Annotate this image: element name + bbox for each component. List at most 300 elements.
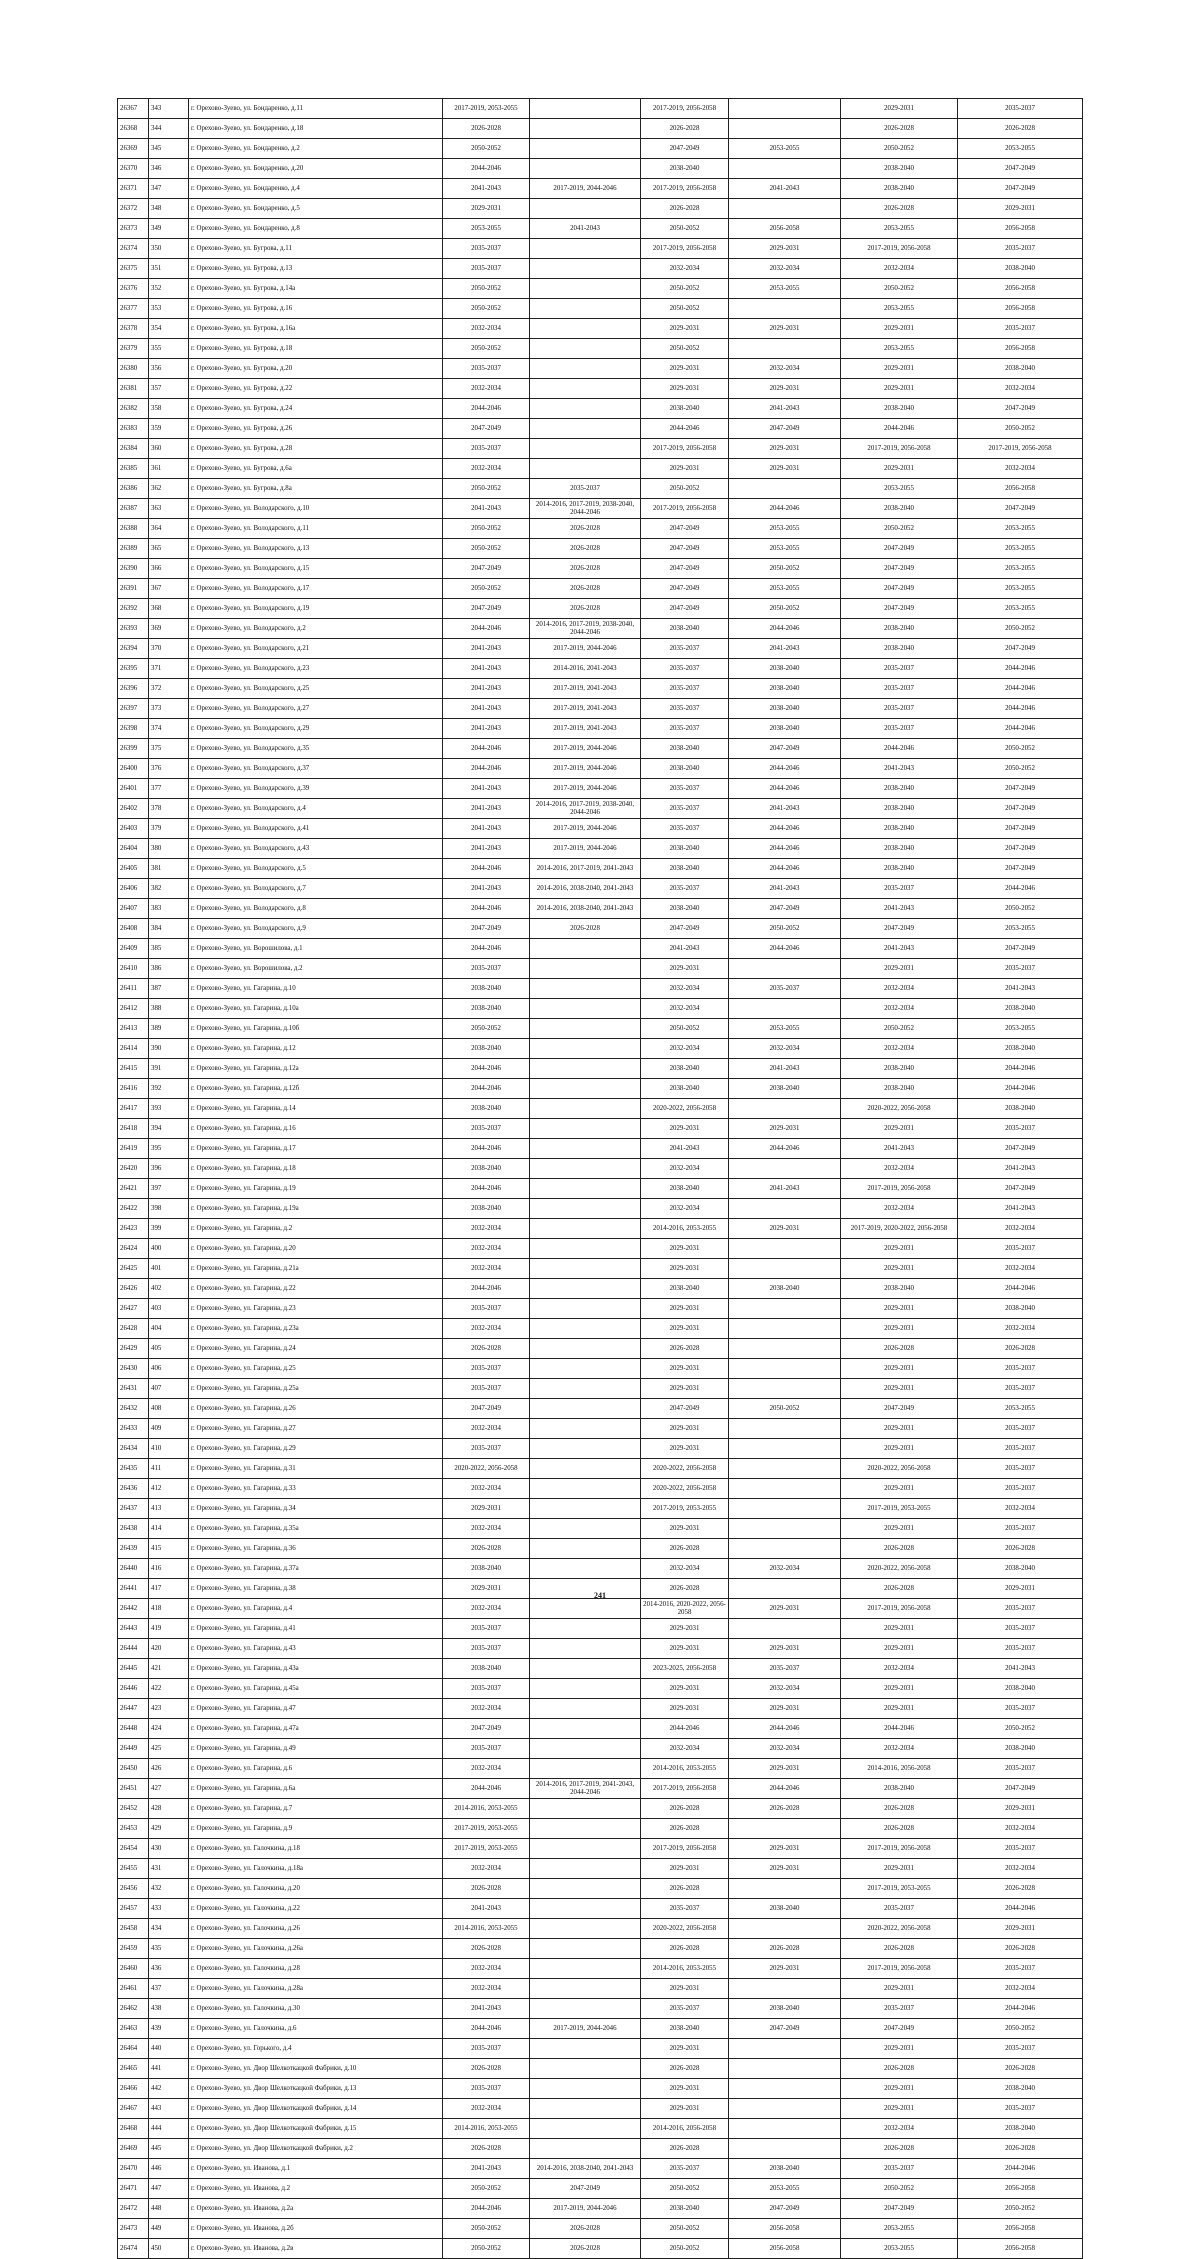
- period-cell-5: 2029-2031: [841, 2079, 958, 2099]
- row-id-cell: 26468: [118, 2119, 149, 2139]
- table-row: [118, 799, 1083, 819]
- period-cell-2: [530, 1019, 641, 1039]
- period-cell-3: 2017-2019, 2056-2058: [641, 1779, 729, 1799]
- period-cell-4: 2032-2034: [729, 359, 841, 379]
- address-cell: г. Орехово-Зуево, ул. Бугрова, д.28: [189, 439, 443, 459]
- period-cell-5: 2029-2031: [841, 2099, 958, 2119]
- period-cell-1: 2050-2052: [443, 279, 530, 299]
- period-cell-1: 2044-2046: [443, 619, 530, 639]
- period-cell-1: 2047-2049: [443, 919, 530, 939]
- period-cell-6: 2056-2058: [958, 2179, 1083, 2199]
- period-cell-5: 2038-2040: [841, 159, 958, 179]
- row-id-cell: 26386: [118, 479, 149, 499]
- period-cell-6: 2035-2037: [958, 959, 1083, 979]
- period-cell-1: 2032-2034: [443, 1479, 530, 1499]
- table-row: [118, 2059, 1083, 2079]
- address-cell: г. Орехово-Зуево, ул. Галочкина, д.26а: [189, 1939, 443, 1959]
- period-cell-5: 2038-2040: [841, 779, 958, 799]
- period-cell-2: [530, 1319, 641, 1339]
- period-cell-6: 2047-2049: [958, 1779, 1083, 1799]
- address-cell: г. Орехово-Зуево, ул. Иванова, д.1: [189, 2159, 443, 2179]
- period-cell-5: 2032-2034: [841, 1159, 958, 1179]
- row-number-cell: 433: [149, 1899, 189, 1919]
- period-cell-5: 2041-2043: [841, 939, 958, 959]
- period-cell-3: 2026-2028: [641, 1799, 729, 1819]
- period-cell-2: [530, 319, 641, 339]
- period-cell-2: [530, 1599, 641, 1619]
- period-cell-5: 2041-2043: [841, 899, 958, 919]
- period-cell-6: 2056-2058: [958, 479, 1083, 499]
- row-id-cell: 26407: [118, 899, 149, 919]
- period-cell-3: 2035-2037: [641, 779, 729, 799]
- row-number-cell: 403: [149, 1299, 189, 1319]
- table-row: [118, 1979, 1083, 1999]
- period-cell-5: 2032-2034: [841, 1659, 958, 1679]
- table-row: [118, 1279, 1083, 1299]
- period-cell-1: 2044-2046: [443, 1139, 530, 1159]
- row-id-cell: 26373: [118, 219, 149, 239]
- row-id-cell: 26379: [118, 339, 149, 359]
- period-cell-4: 2032-2034: [729, 1039, 841, 1059]
- period-cell-6: 2017-2019, 2056-2058: [958, 439, 1083, 459]
- table-row: [118, 1739, 1083, 1759]
- period-cell-1: 2047-2049: [443, 1719, 530, 1739]
- document-sheet: [117, 98, 1082, 2259]
- row-id-cell: 26429: [118, 1339, 149, 1359]
- period-cell-4: 2056-2058: [729, 2219, 841, 2239]
- period-cell-5: 2017-2019, 2056-2058: [841, 1839, 958, 1859]
- period-cell-1: 2026-2028: [443, 1339, 530, 1359]
- period-cell-3: 2038-2040: [641, 839, 729, 859]
- address-cell: г. Орехово-Зуево, ул. Иванова, д.2б: [189, 2219, 443, 2239]
- period-cell-2: [530, 1619, 641, 1639]
- period-cell-2: [530, 2099, 641, 2119]
- period-cell-5: 2017-2019, 2056-2058: [841, 239, 958, 259]
- row-id-cell: 26415: [118, 1059, 149, 1079]
- period-cell-2: 2017-2019, 2044-2046: [530, 759, 641, 779]
- table-row: [118, 1519, 1083, 1539]
- period-cell-2: [530, 1839, 641, 1859]
- period-cell-2: [530, 1379, 641, 1399]
- period-cell-5: 2029-2031: [841, 359, 958, 379]
- table-row: [118, 2139, 1083, 2159]
- period-cell-3: 2023-2025, 2056-2058: [641, 1659, 729, 1679]
- address-cell: г. Орехово-Зуево, ул. Володарского, д.13: [189, 539, 443, 559]
- table-row: [118, 1559, 1083, 1579]
- table-row: [118, 2159, 1083, 2179]
- period-cell-6: 2053-2055: [958, 1399, 1083, 1419]
- period-cell-5: 2032-2034: [841, 999, 958, 1019]
- address-cell: г. Орехово-Зуево, ул. Гагарина, д.10б: [189, 1019, 443, 1039]
- period-cell-4: 2032-2034: [729, 1739, 841, 1759]
- address-cell: г. Орехово-Зуево, ул. Гагарина, д.37а: [189, 1559, 443, 1579]
- period-cell-5: 2050-2052: [841, 1019, 958, 1039]
- row-number-cell: 401: [149, 1259, 189, 1279]
- row-id-cell: 26440: [118, 1559, 149, 1579]
- address-cell: г. Орехово-Зуево, ул. Галочкина, д.18: [189, 1839, 443, 1859]
- address-cell: г. Орехово-Зуево, ул. Бондаренко, д.5: [189, 199, 443, 219]
- period-cell-4: 2035-2037: [729, 1659, 841, 1679]
- period-cell-2: [530, 1419, 641, 1439]
- table-row: [118, 479, 1083, 499]
- period-cell-4: [729, 1979, 841, 1999]
- period-cell-3: 2050-2052: [641, 2179, 729, 2199]
- period-cell-2: [530, 439, 641, 459]
- address-cell: г. Орехово-Зуево, ул. Гагарина, д.22: [189, 1279, 443, 1299]
- period-cell-5: 2026-2028: [841, 1799, 958, 1819]
- period-cell-2: 2014-2016, 2017-2019, 2041-2043, 2044-2046: [530, 1779, 641, 1799]
- period-cell-4: 2044-2046: [729, 1719, 841, 1739]
- table-row: [118, 1819, 1083, 1839]
- row-id-cell: 26452: [118, 1799, 149, 1819]
- period-cell-1: 2035-2037: [443, 1679, 530, 1699]
- table-row: [118, 919, 1083, 939]
- row-number-cell: 396: [149, 1159, 189, 1179]
- address-cell: г. Орехово-Зуево, ул. Володарского, д.27: [189, 699, 443, 719]
- table-row: [118, 1219, 1083, 1239]
- period-cell-4: [729, 1359, 841, 1379]
- period-cell-4: [729, 2059, 841, 2079]
- period-cell-4: 2029-2031: [729, 1119, 841, 1139]
- period-cell-2: [530, 1559, 641, 1579]
- period-cell-6: 2032-2034: [958, 379, 1083, 399]
- period-cell-6: 2038-2040: [958, 1559, 1083, 1579]
- row-id-cell: 26409: [118, 939, 149, 959]
- period-cell-2: [530, 1699, 641, 1719]
- period-cell-2: [530, 199, 641, 219]
- period-cell-3: 2029-2031: [641, 959, 729, 979]
- period-cell-6: 2053-2055: [958, 919, 1083, 939]
- table-row: [118, 2219, 1083, 2239]
- period-cell-1: 2032-2034: [443, 1239, 530, 1259]
- period-cell-1: 2044-2046: [443, 399, 530, 419]
- period-cell-2: [530, 999, 641, 1019]
- row-number-cell: 447: [149, 2179, 189, 2199]
- period-cell-6: 2035-2037: [958, 1699, 1083, 1719]
- period-cell-3: 2038-2040: [641, 1279, 729, 1299]
- row-id-cell: 26389: [118, 539, 149, 559]
- period-cell-5: 2038-2040: [841, 619, 958, 639]
- table-row: [118, 1019, 1083, 1039]
- row-number-cell: 356: [149, 359, 189, 379]
- period-cell-3: 2029-2031: [641, 2039, 729, 2059]
- period-cell-3: 2014-2016, 2053-2055: [641, 1759, 729, 1779]
- table-row: [118, 2179, 1083, 2199]
- period-cell-4: 2029-2031: [729, 1759, 841, 1779]
- period-cell-6: 2026-2028: [958, 1879, 1083, 1899]
- period-cell-2: 2017-2019, 2044-2046: [530, 2019, 641, 2039]
- period-cell-2: [530, 1299, 641, 1319]
- row-number-cell: 442: [149, 2079, 189, 2099]
- period-cell-3: 2026-2028: [641, 2059, 729, 2079]
- row-number-cell: 429: [149, 1819, 189, 1839]
- table-row: [118, 1799, 1083, 1819]
- period-cell-2: 2017-2019, 2041-2043: [530, 679, 641, 699]
- period-cell-2: [530, 1039, 641, 1059]
- table-row: [118, 559, 1083, 579]
- period-cell-1: 2014-2016, 2053-2055: [443, 1799, 530, 1819]
- row-number-cell: 408: [149, 1399, 189, 1419]
- period-cell-6: 2035-2037: [958, 99, 1083, 119]
- row-id-cell: 26422: [118, 1199, 149, 1219]
- table-row: [118, 139, 1083, 159]
- table-row: [118, 839, 1083, 859]
- period-cell-2: [530, 339, 641, 359]
- table-row: [118, 1659, 1083, 1679]
- period-cell-4: 2029-2031: [729, 1699, 841, 1719]
- period-cell-4: 2044-2046: [729, 779, 841, 799]
- period-cell-2: [530, 1359, 641, 1379]
- period-cell-1: 2038-2040: [443, 1659, 530, 1679]
- period-cell-1: 2032-2034: [443, 1519, 530, 1539]
- period-cell-1: 2029-2031: [443, 199, 530, 219]
- period-cell-2: [530, 139, 641, 159]
- period-cell-2: [530, 2139, 641, 2159]
- period-cell-6: 2038-2040: [958, 1739, 1083, 1759]
- period-cell-4: [729, 1879, 841, 1899]
- row-number-cell: 354: [149, 319, 189, 339]
- row-number-cell: 434: [149, 1919, 189, 1939]
- period-cell-1: 2050-2052: [443, 1019, 530, 1039]
- period-cell-3: 2050-2052: [641, 2239, 729, 2259]
- period-cell-6: 2035-2037: [958, 1959, 1083, 1979]
- address-cell: г. Орехово-Зуево, ул. Гагарина, д.19а: [189, 1199, 443, 1219]
- row-number-cell: 407: [149, 1379, 189, 1399]
- period-cell-4: [729, 119, 841, 139]
- period-cell-3: 2026-2028: [641, 1879, 729, 1899]
- period-cell-6: 2044-2046: [958, 1059, 1083, 1079]
- period-cell-5: 2038-2040: [841, 1059, 958, 1079]
- period-cell-4: 2041-2043: [729, 879, 841, 899]
- address-cell: г. Орехово-Зуево, ул. Гагарина, д.47а: [189, 1719, 443, 1739]
- period-cell-5: 2026-2028: [841, 2139, 958, 2159]
- table-row: [118, 359, 1083, 379]
- period-cell-6: 2035-2037: [958, 239, 1083, 259]
- row-id-cell: 26438: [118, 1519, 149, 1539]
- period-cell-6: 2041-2043: [958, 1199, 1083, 1219]
- row-id-cell: 26377: [118, 299, 149, 319]
- period-cell-1: 2050-2052: [443, 539, 530, 559]
- period-cell-5: 2047-2049: [841, 1399, 958, 1419]
- period-cell-2: [530, 279, 641, 299]
- period-cell-4: [729, 2039, 841, 2059]
- period-cell-5: 2041-2043: [841, 759, 958, 779]
- period-cell-4: 2050-2052: [729, 919, 841, 939]
- period-cell-3: 2041-2043: [641, 939, 729, 959]
- table-row: [118, 1679, 1083, 1699]
- row-id-cell: 26398: [118, 719, 149, 739]
- table-row: [118, 319, 1083, 339]
- period-cell-4: 2041-2043: [729, 399, 841, 419]
- period-cell-4: [729, 99, 841, 119]
- table-row: [118, 1959, 1083, 1979]
- table-row: [118, 1119, 1083, 1139]
- table-row: [118, 859, 1083, 879]
- period-cell-1: 2035-2037: [443, 259, 530, 279]
- period-cell-6: 2026-2028: [958, 1939, 1083, 1959]
- period-cell-4: 2053-2055: [729, 1019, 841, 1039]
- period-cell-4: [729, 2119, 841, 2139]
- period-cell-6: 2044-2046: [958, 1999, 1083, 2019]
- page-number: 241: [594, 1591, 606, 1600]
- period-cell-3: 2020-2022, 2056-2058: [641, 1919, 729, 1939]
- period-cell-3: 2017-2019, 2056-2058: [641, 499, 729, 519]
- period-cell-3: 2050-2052: [641, 339, 729, 359]
- period-cell-1: 2035-2037: [443, 239, 530, 259]
- period-cell-1: 2050-2052: [443, 139, 530, 159]
- period-cell-6: 2047-2049: [958, 179, 1083, 199]
- row-id-cell: 26404: [118, 839, 149, 859]
- period-cell-1: 2032-2034: [443, 2099, 530, 2119]
- period-cell-4: 2038-2040: [729, 719, 841, 739]
- period-cell-1: 2047-2049: [443, 599, 530, 619]
- row-number-cell: 391: [149, 1059, 189, 1079]
- period-cell-5: 2032-2034: [841, 979, 958, 999]
- capital-repair-schedule-table: [117, 98, 1083, 2259]
- period-cell-1: 2014-2016, 2053-2055: [443, 1919, 530, 1939]
- period-cell-6: 2026-2028: [958, 2059, 1083, 2079]
- period-cell-5: 2029-2031: [841, 459, 958, 479]
- row-number-cell: 344: [149, 119, 189, 139]
- row-number-cell: 413: [149, 1499, 189, 1519]
- row-number-cell: 399: [149, 1219, 189, 1239]
- address-cell: г. Орехово-Зуево, ул. Гагарина, д.2: [189, 1219, 443, 1239]
- period-cell-5: 2053-2055: [841, 2219, 958, 2239]
- period-cell-1: 2032-2034: [443, 1419, 530, 1439]
- row-id-cell: 26396: [118, 679, 149, 699]
- period-cell-4: 2029-2031: [729, 1839, 841, 1859]
- table-row: [118, 339, 1083, 359]
- period-cell-4: 2029-2031: [729, 1599, 841, 1619]
- period-cell-2: 2035-2037: [530, 479, 641, 499]
- period-cell-2: [530, 1739, 641, 1759]
- row-number-cell: 393: [149, 1099, 189, 1119]
- address-cell: г. Орехово-Зуево, ул. Володарского, д.10: [189, 499, 443, 519]
- period-cell-3: 2029-2031: [641, 1239, 729, 1259]
- row-number-cell: 386: [149, 959, 189, 979]
- period-cell-3: 2035-2037: [641, 879, 729, 899]
- period-cell-2: [530, 2039, 641, 2059]
- period-cell-2: [530, 1079, 641, 1099]
- period-cell-3: 2050-2052: [641, 299, 729, 319]
- table-row: [118, 1599, 1083, 1619]
- row-id-cell: 26458: [118, 1919, 149, 1939]
- table-row: [118, 1639, 1083, 1659]
- row-id-cell: 26460: [118, 1959, 149, 1979]
- address-cell: г. Орехово-Зуево, ул. Бондаренко, д.11: [189, 99, 443, 119]
- period-cell-2: 2017-2019, 2041-2043: [530, 719, 641, 739]
- row-id-cell: 26467: [118, 2099, 149, 2119]
- period-cell-4: [729, 2139, 841, 2159]
- row-number-cell: 412: [149, 1479, 189, 1499]
- period-cell-2: [530, 1479, 641, 1499]
- period-cell-6: 2047-2049: [958, 499, 1083, 519]
- period-cell-1: 2041-2043: [443, 819, 530, 839]
- row-id-cell: 26447: [118, 1699, 149, 1719]
- period-cell-1: 2026-2028: [443, 1939, 530, 1959]
- period-cell-5: 2038-2040: [841, 499, 958, 519]
- period-cell-1: 2035-2037: [443, 1379, 530, 1399]
- period-cell-5: 2044-2046: [841, 419, 958, 439]
- period-cell-5: 2041-2043: [841, 1139, 958, 1159]
- row-id-cell: 26439: [118, 1539, 149, 1559]
- table-row: [118, 659, 1083, 679]
- row-id-cell: 26381: [118, 379, 149, 399]
- period-cell-4: 2029-2031: [729, 379, 841, 399]
- period-cell-6: 2053-2055: [958, 139, 1083, 159]
- period-cell-3: 2017-2019, 2056-2058: [641, 179, 729, 199]
- address-cell: г. Орехово-Зуево, ул. Гагарина, д.23: [189, 1299, 443, 1319]
- period-cell-4: 2035-2037: [729, 979, 841, 999]
- period-cell-3: 2038-2040: [641, 859, 729, 879]
- row-number-cell: 348: [149, 199, 189, 219]
- period-cell-3: 2047-2049: [641, 539, 729, 559]
- row-number-cell: 414: [149, 1519, 189, 1539]
- row-number-cell: 446: [149, 2159, 189, 2179]
- period-cell-4: 2041-2043: [729, 799, 841, 819]
- period-cell-1: 2050-2052: [443, 2239, 530, 2259]
- period-cell-5: 2029-2031: [841, 1859, 958, 1879]
- row-id-cell: 26399: [118, 739, 149, 759]
- table-row: [118, 1499, 1083, 1519]
- period-cell-4: 2038-2040: [729, 679, 841, 699]
- table-row: [118, 219, 1083, 239]
- period-cell-6: 2035-2037: [958, 1379, 1083, 1399]
- row-number-cell: 438: [149, 1999, 189, 2019]
- period-cell-1: 2035-2037: [443, 2039, 530, 2059]
- period-cell-2: [530, 2079, 641, 2099]
- period-cell-3: 2032-2034: [641, 259, 729, 279]
- table-row: [118, 1299, 1083, 1319]
- period-cell-2: [530, 419, 641, 439]
- address-cell: г. Орехово-Зуево, ул. Володарского, д.29: [189, 719, 443, 739]
- period-cell-5: 2026-2028: [841, 1339, 958, 1359]
- table-row: [118, 1939, 1083, 1959]
- address-cell: г. Орехово-Зуево, ул. Гагарина, д.17: [189, 1139, 443, 1159]
- period-cell-1: 2032-2034: [443, 1859, 530, 1879]
- period-cell-5: 2029-2031: [841, 319, 958, 339]
- period-cell-5: 2014-2016, 2056-2058: [841, 1759, 958, 1779]
- row-number-cell: 400: [149, 1239, 189, 1259]
- period-cell-4: 2044-2046: [729, 499, 841, 519]
- period-cell-1: 2032-2034: [443, 1219, 530, 1239]
- table-row: [118, 399, 1083, 419]
- address-cell: г. Орехово-Зуево, ул. Володарского, д.17: [189, 579, 443, 599]
- period-cell-1: 2035-2037: [443, 959, 530, 979]
- row-number-cell: 370: [149, 639, 189, 659]
- row-id-cell: 26413: [118, 1019, 149, 1039]
- period-cell-5: 2029-2031: [841, 1359, 958, 1379]
- row-id-cell: 26410: [118, 959, 149, 979]
- row-id-cell: 26375: [118, 259, 149, 279]
- period-cell-5: 2029-2031: [841, 2039, 958, 2059]
- row-id-cell: 26470: [118, 2159, 149, 2179]
- period-cell-1: 2032-2034: [443, 459, 530, 479]
- period-cell-3: 2035-2037: [641, 819, 729, 839]
- period-cell-2: 2026-2028: [530, 539, 641, 559]
- period-cell-1: 2032-2034: [443, 1959, 530, 1979]
- period-cell-5: 2029-2031: [841, 1639, 958, 1659]
- table-row: [118, 1359, 1083, 1379]
- period-cell-3: 2050-2052: [641, 479, 729, 499]
- period-cell-5: 2050-2052: [841, 2179, 958, 2199]
- row-number-cell: 409: [149, 1419, 189, 1439]
- row-number-cell: 424: [149, 1719, 189, 1739]
- address-cell: г. Орехово-Зуево, ул. Гагарина, д.20: [189, 1239, 443, 1259]
- row-number-cell: 388: [149, 999, 189, 1019]
- table-row: [118, 1779, 1083, 1799]
- period-cell-6: 2047-2049: [958, 859, 1083, 879]
